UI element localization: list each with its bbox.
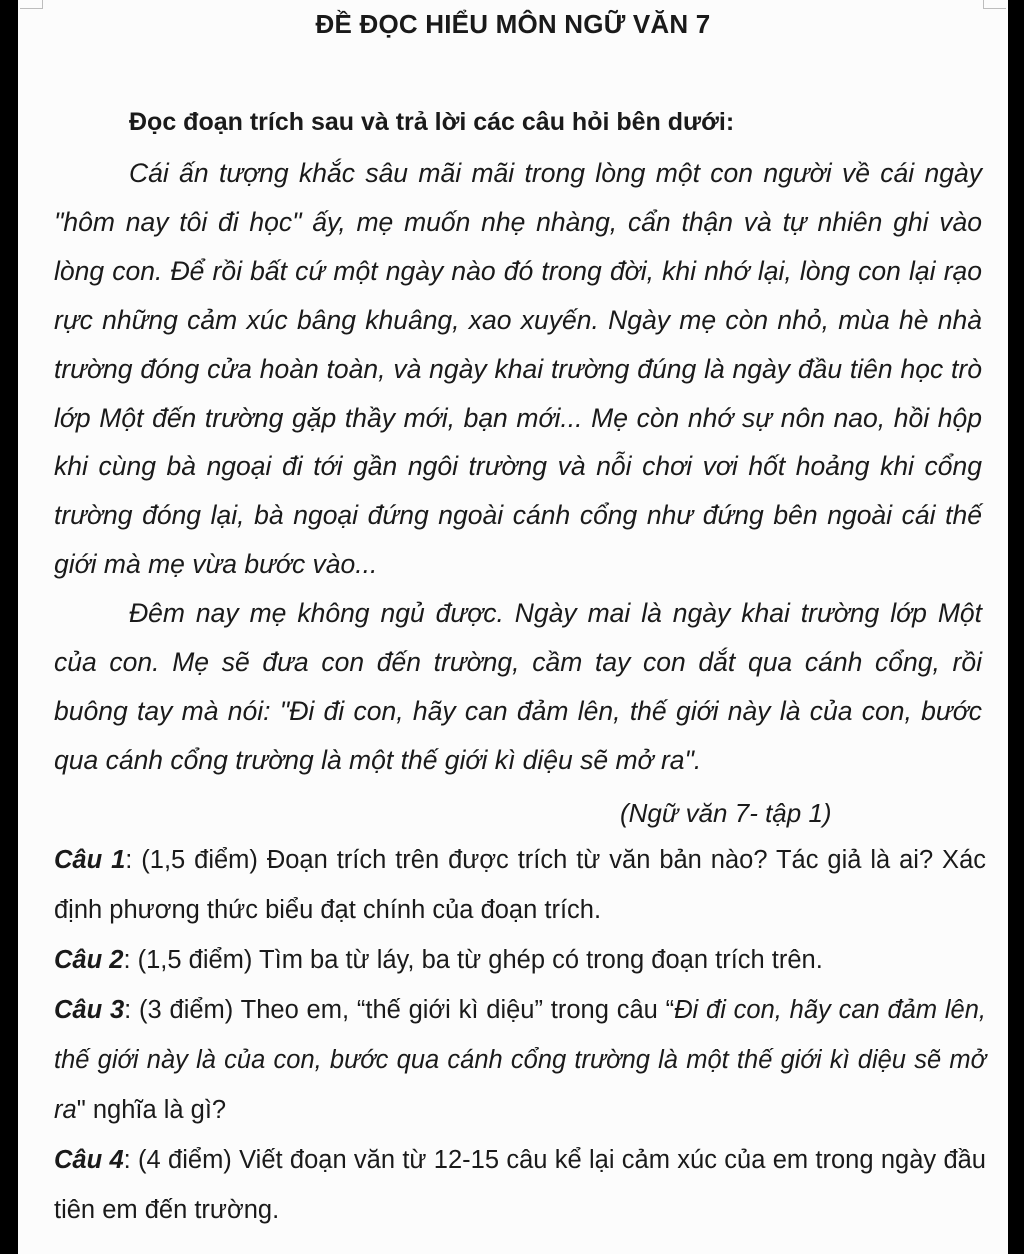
question-3-text: : (3 điểm) Theo em, “thế giới kì diệu” trong câu “ xyxy=(124,996,675,1024)
document-title: ĐỀ ĐỌC HIỂU MÔN NGỮ VĂN 7 xyxy=(315,9,711,39)
question-3-label: Câu 3 xyxy=(54,996,125,1024)
question-3-quote: Đi đi con, hãy can đảm lên, thế giới này là của con, bước qua cánh cổng trường là một thế giới kì diệu sẽ mở ra xyxy=(54,996,987,1124)
question-4-label: Câu 4 xyxy=(54,1146,124,1174)
passage-source: (Ngữ văn 7- tập 1) xyxy=(620,798,832,828)
reading-instruction: Đọc đoạn trích sau và trả lời các câu hỏi bên dưới: xyxy=(129,108,735,136)
question-4-text: : (4 điểm) Viết đoạn văn từ 12-15 câu kể lại cảm xúc của em trong ngày đầu tiên em đến trường. xyxy=(54,1146,986,1224)
question-3-text-end: " nghĩa là gì? xyxy=(76,1096,227,1124)
question-2 xyxy=(54,935,986,985)
question-1-label: Câu 1 xyxy=(54,846,126,874)
question-list xyxy=(54,835,986,1235)
question-3 xyxy=(54,985,986,1135)
document-page xyxy=(18,0,1008,1254)
passage-paragraph-1: Cái ấn tượng khắc sâu mãi mãi trong lòng một con người về cái ngày "hôm nay tôi đi học" ấy, mẹ muốn nhẹ nhàng, cẩn thận và tự nhiên ghi vào lòng con. Để rồi bất cứ một ngày nào đó trong đời, khi nhớ lại, lòng con lại rạo rực những cảm xúc bâng khuâng, xao xuyến. Ngày mẹ còn nhỏ, mùa hè nhà trường đóng cửa hoàn toàn, và ngày khai trường đúng là ngày đầu tiên học trò lớp Một đến trường gặp thầy mới, bạn mới... Mẹ còn nhớ sự nôn nao, hồi hộp khi cùng bà ngoại đi tới gần ngôi trường và nỗi chơi vơi hốt hoảng khi cổng trường đóng lại, bà ngoại đứng ngoài cánh cổng như đứng bên ngoài cái thế giới mà mẹ vừa bước vào... xyxy=(54,158,982,580)
question-2-label: Câu 2 xyxy=(54,946,124,974)
passage-paragraph-2: Đêm nay mẹ không ngủ được. Ngày mai là ngày khai trường lớp Một của con. Mẹ sẽ đưa con đến trường, cầm tay con dắt qua cánh cổng, rồi buông tay mà nói: "Đi đi con, hãy can đảm lên, thế giới này là của con, bước qua cánh cổng trường là một thế giới kì diệu sẽ mở ra". xyxy=(54,598,982,775)
question-2-text: : (1,5 điểm) Tìm ba từ láy, ba từ ghép có trong đoạn trích trên. xyxy=(123,946,823,974)
question-1 xyxy=(54,835,986,935)
question-4 xyxy=(54,1135,986,1235)
question-1-text: : (1,5 điểm) Đoạn trích trên được trích từ văn bản nào? Tác giả là ai? Xác định phương thức biểu đạt chính của đoạn trích. xyxy=(54,846,986,924)
